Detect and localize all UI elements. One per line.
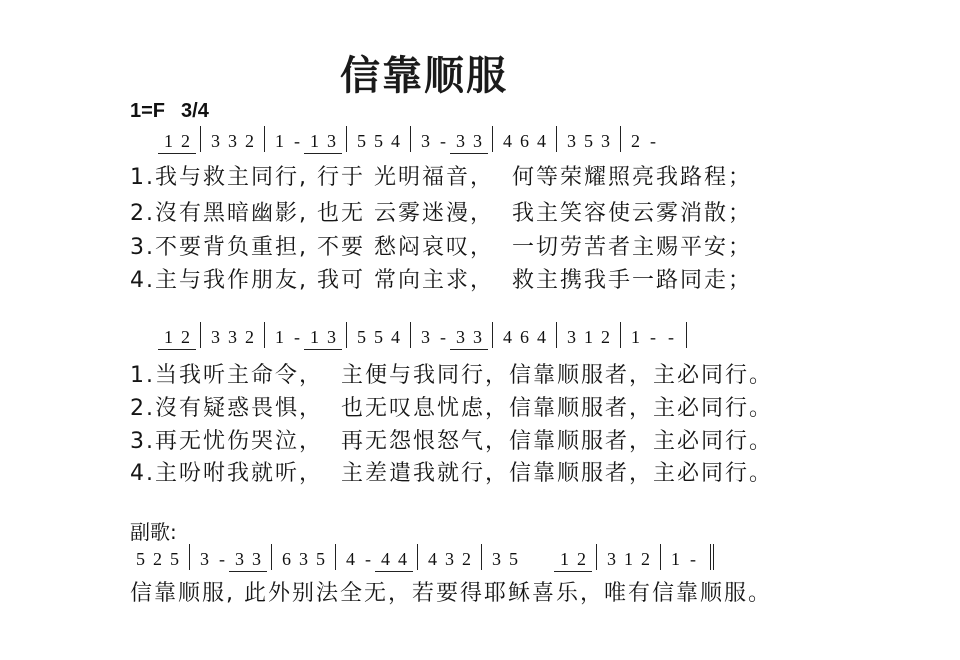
note: 4 xyxy=(391,327,400,347)
note: 3 xyxy=(299,549,308,569)
note: 2 xyxy=(245,131,254,151)
note: 1 xyxy=(671,549,680,569)
note: 1 xyxy=(306,326,323,348)
measure xyxy=(347,126,411,152)
key-signature xyxy=(130,100,209,123)
note: 1 xyxy=(160,130,177,152)
note: 3 xyxy=(211,131,220,151)
note: 3 xyxy=(421,327,430,347)
measure xyxy=(272,544,336,570)
note: 3 xyxy=(421,131,430,151)
note: 3 xyxy=(228,327,237,347)
note: 5 xyxy=(584,131,593,151)
note: 2 xyxy=(573,548,590,570)
note: 2 xyxy=(631,131,640,151)
note: 2 xyxy=(601,327,610,347)
note: 5 xyxy=(170,549,179,569)
measure xyxy=(201,126,265,152)
note: 3 xyxy=(469,130,486,152)
sustain-dash: - xyxy=(690,549,696,569)
note: 3 xyxy=(323,130,340,152)
notation-line-1 xyxy=(154,126,668,152)
note: 6 xyxy=(282,549,291,569)
note: 4 xyxy=(394,548,411,570)
note: 3 xyxy=(567,131,576,151)
note: 1 xyxy=(275,131,284,151)
note: 4 xyxy=(537,327,546,347)
measure xyxy=(493,322,557,348)
measure xyxy=(621,322,687,348)
measure xyxy=(265,322,347,348)
note: 1 xyxy=(275,327,284,347)
sustain-dash: - xyxy=(440,327,446,347)
note: 3 xyxy=(323,326,340,348)
note: 2 xyxy=(177,130,194,152)
notation-line-2 xyxy=(154,322,687,348)
time-signature: 3/4 xyxy=(181,100,209,122)
note: 1 xyxy=(556,548,573,570)
note: 4 xyxy=(537,131,546,151)
sustain-dash: - xyxy=(294,327,300,347)
note: 4 xyxy=(428,549,437,569)
note: 2 xyxy=(153,549,162,569)
note: 3 xyxy=(231,548,248,570)
note: 5 xyxy=(136,549,145,569)
note: 1 xyxy=(306,130,323,152)
measure xyxy=(154,322,201,348)
note: 5 xyxy=(374,131,383,151)
note: 3 xyxy=(248,548,265,570)
lyric-line: 4.主与我作朋友, 我可 常向主求， 救主携我手一路同走； xyxy=(130,268,752,293)
note: 2 xyxy=(641,549,650,569)
measure xyxy=(597,544,661,570)
measure xyxy=(190,544,272,570)
note: 3 xyxy=(211,327,220,347)
note: 4 xyxy=(391,131,400,151)
note: 5 xyxy=(374,327,383,347)
note: 4 xyxy=(377,548,394,570)
measure xyxy=(411,126,493,152)
note: 3 xyxy=(492,549,501,569)
note: 3 xyxy=(469,326,486,348)
key-label: 1=F xyxy=(130,100,166,122)
measure xyxy=(418,544,482,570)
note: 6 xyxy=(520,131,529,151)
note: 4 xyxy=(503,327,512,347)
note: 2 xyxy=(462,549,471,569)
song-title: 信靠顺服 xyxy=(340,53,508,99)
notation-line-chorus xyxy=(126,544,714,570)
note: 4 xyxy=(503,131,512,151)
lyric-line: 3.再无忧伤哭泣， 再无怨恨怒气，信靠顺服者，主必同行。 xyxy=(130,429,773,454)
chorus-label: 副歌: xyxy=(130,520,177,544)
measure xyxy=(482,544,597,570)
note: 5 xyxy=(509,549,518,569)
sustain-dash: - xyxy=(294,131,300,151)
note: 3 xyxy=(567,327,576,347)
measure xyxy=(201,322,265,348)
note: 3 xyxy=(228,131,237,151)
sustain-dash: - xyxy=(668,327,674,347)
sustain-dash: - xyxy=(650,131,656,151)
lyric-line: 1.我与救主同行, 行于 光明福音， 何等荣耀照亮我路程； xyxy=(130,165,752,190)
note: 2 xyxy=(245,327,254,347)
lyric-line: 2.沒有黑暗幽影, 也无 云雾迷漫， 我主笑容使云雾消散； xyxy=(130,201,752,226)
sustain-dash: - xyxy=(365,549,371,569)
note: 3 xyxy=(601,131,610,151)
measure xyxy=(336,544,418,570)
sustain-dash: - xyxy=(440,131,446,151)
measure xyxy=(411,322,493,348)
note: 5 xyxy=(357,131,366,151)
measure xyxy=(265,126,347,152)
note: 2 xyxy=(177,326,194,348)
note: 1 xyxy=(631,327,640,347)
lyric-line: 4.主吩咐我就听， 主差遣我就行，信靠顺服者，主必同行。 xyxy=(130,461,773,486)
measure xyxy=(661,544,714,570)
note: 1 xyxy=(624,549,633,569)
lyric-line: 2.沒有疑惑畏惧， 也无叹息忧虑，信靠顺服者，主必同行。 xyxy=(130,396,773,421)
sustain-dash: - xyxy=(219,549,225,569)
note: 3 xyxy=(200,549,209,569)
chorus-lyric-line: 信靠顺服, 此外别法全无，若要得耶稣喜乐，唯有信靠顺服。 xyxy=(130,581,772,606)
note: 3 xyxy=(607,549,616,569)
measure xyxy=(557,126,621,152)
note: 3 xyxy=(445,549,454,569)
measure xyxy=(126,544,190,570)
note: 6 xyxy=(520,327,529,347)
note: 1 xyxy=(160,326,177,348)
measure xyxy=(557,322,621,348)
sustain-dash: - xyxy=(650,327,656,347)
note: 5 xyxy=(316,549,325,569)
note: 1 xyxy=(584,327,593,347)
lyric-line: 1.当我听主命令， 主便与我同行，信靠顺服者，主必同行。 xyxy=(130,363,773,388)
measure xyxy=(493,126,557,152)
note: 4 xyxy=(346,549,355,569)
measure xyxy=(154,126,201,152)
note: 3 xyxy=(452,130,469,152)
note: 5 xyxy=(357,327,366,347)
measure xyxy=(621,126,668,152)
measure xyxy=(347,322,411,348)
note: 3 xyxy=(452,326,469,348)
lyric-line: 3.不要背负重担, 不要 愁闷哀叹， 一切劳苦者主赐平安； xyxy=(130,235,752,260)
